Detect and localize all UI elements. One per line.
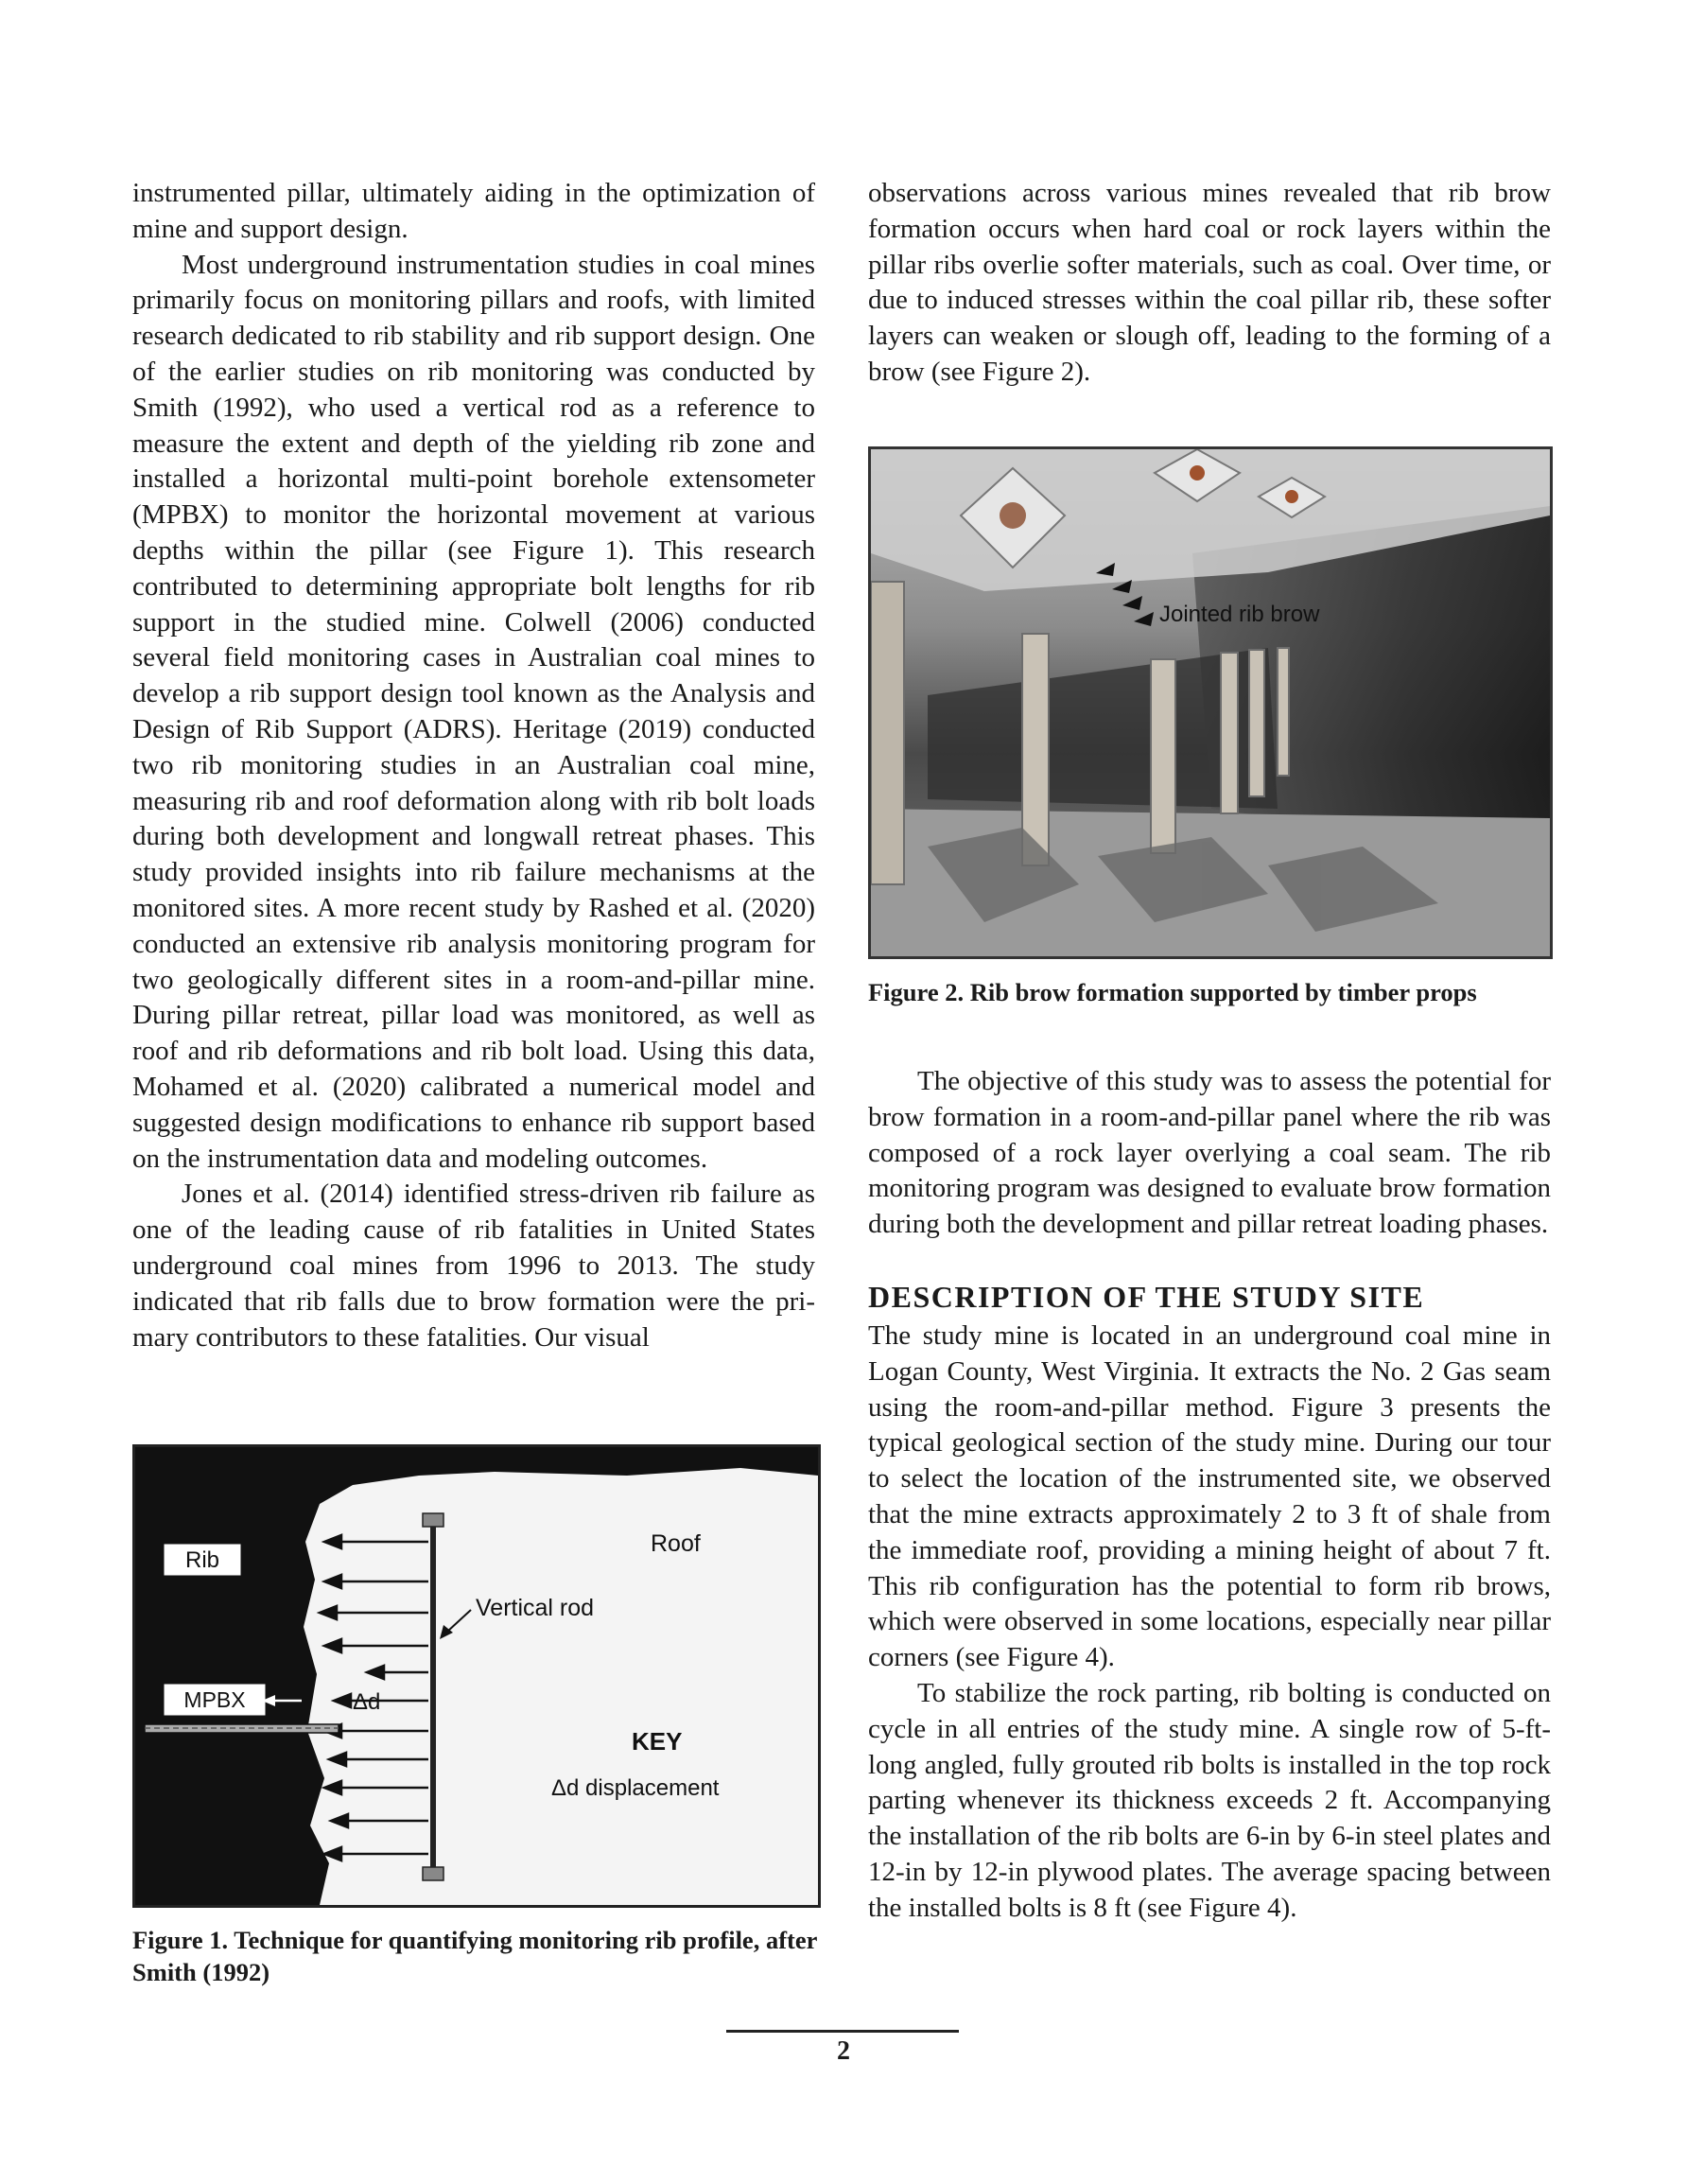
footer-rule [726, 2030, 959, 2033]
right-column [868, 176, 1551, 391]
roof-label: Roof [651, 1530, 701, 1557]
rib-brow-photo [871, 449, 1550, 956]
figure-2-caption: Figure 2. Rib brow formation supported by timber props [868, 978, 1477, 1006]
key-label: KEY [632, 1727, 683, 1756]
rod-anchor-top [423, 1513, 443, 1527]
paragraph: To stabilize the rock parting, rib bolting is conducted on cycle in all entries of the study mine. A single row of 5-ft-long angled, fully grouted rib bolts is installed in the top rock parting whenever its thickness exceeds 2 ft. Accompanying the installation of the rib bolts are 6-in by 6-in steel plates and 12-in by 12-in plywood plates. The average spacing between the installed bolts is 8 ft (see Figure 4). [868, 1677, 1551, 1923]
paragraph: instrumented pillar, ultimately aiding in the optimization of mine and support design. [132, 178, 815, 244]
paragraph: The study mine is located in an underground coal mine in Logan County, West Virginia. It extracts the No. 2 Gas seam using the room-and-pillar method. Figure 3 presents the typical geological section of the study mine. During our tour to select the location of the instrumented site, we observed that the mine extracts approximately 2 to 3 ft of shale from the immediate roof, providing a mining height of about 7 ft. This rib configuration has the potential to form rib brows, which were observed in some locations, especially near pillar corners (see Figure 4). [868, 1319, 1551, 1673]
rib-label: Rib [184, 1547, 220, 1573]
paragraph: Most underground instrumentation studies in coal mines primarily focus on monitoring pillars and roofs, with limited research dedicated to rib stability and rib support design. One of the earlier studies on rib monitoring was conducted by Smith (1992), who used a vertical rod as a reference to measure the extent and depth of the yielding rib zone and installed a horizontal multi-point borehole extensometer (MPBX) to monitor the horizontal movement at various depths within the pillar (see Figure 1). This research contributed to determining appropriate bolt lengths for rib support in the studied mine. Colwell (2006) conducted several field monitoring cases in Australian coal mines to develop a rib support design tool known as the Analysis and Design of Rib Support (ADRS). Heritage (2019) conducted two rib monitoring studies in an Australian coal mine, measuring rib and roof deformation along with rib bolt loads during both development and longwall retreat phases. This study provided insights into rib failure mechanisms at the monitored sites. A more recent study by Rashed et al. (2020) conducted an extensive rib analysis monitoring program for two geologically different sites in a room-and-pillar mine. During pillar retreat, pillar load was monitored, as well as roof and rib deformations and rib bolt load. Using this data, Mohamed et al. (2020) calibrated a numerical model and suggested design modifications to enhance rib support based on the instrumentation data and modeling outcomes. [132, 249, 815, 1174]
rib-mass [135, 1447, 818, 1905]
figure-1-caption: Figure 1. Technique for quantifying monitoring rib profile, after Smith (1992) [132, 1926, 817, 1986]
delta-d-label: Δd [353, 1689, 381, 1715]
rib-profile-diagram [135, 1447, 818, 1905]
left-column [132, 176, 815, 1355]
rod-anchor-bottom [423, 1867, 443, 1880]
paragraph: The objective of this study was to assess the potential for brow formation in a room-and-pillar panel where the rib was composed of a rock layer overlying a coal seam. The rib monitoring program was designed to evaluate brow formation during both the development and pillar retreat loading phases. [868, 1066, 1551, 1240]
figure-1-diagram [132, 1444, 821, 1908]
vertical-rod-label: Vertical rod [476, 1595, 595, 1621]
section-heading: DESCRIPTION OF THE STUDY SITE [868, 1279, 1425, 1314]
paragraph: Jones et al. (2014) identified stress-driven rib failure as one of the leading cause of rib fatalities in United States underground coal mines from 1996 to 2013. The study indicated that rib falls due to brow formation were the primary contributors to these fatalities. Our visual [132, 1179, 815, 1353]
vertical-rod [430, 1513, 436, 1880]
mpbx-label: MPBX [183, 1687, 246, 1712]
right-column-continued [868, 1064, 1551, 1927]
page-number: 2 [837, 2036, 850, 2066]
key-entry-label: Δd displacement [551, 1775, 720, 1801]
paragraph: observations across various mines revealed that rib brow formation occurs when hard coal or rock layers within the pillar ribs overlie softer materials, such as coal. Over time, or due to induced stresses within the coal pillar rib, these softer layers can weaken or slough off, leading to the forming of a brow (see Figure 2). [868, 178, 1551, 387]
figure-2-photo [868, 446, 1553, 959]
jointed-rib-brow-label: Jointed rib brow [1159, 602, 1320, 627]
